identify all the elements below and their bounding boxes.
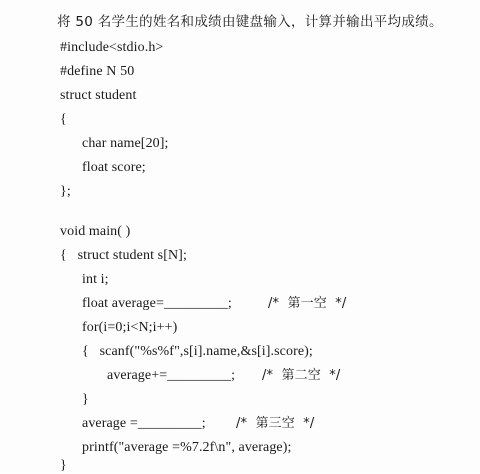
code-line-score-field: float score;	[82, 160, 146, 175]
code-line-loop-close: }	[82, 392, 89, 407]
code-line-for-loop: for(i=0;i<N;i++)	[82, 320, 178, 335]
code-line-average-calc: average =_________;	[82, 416, 206, 431]
code-line-struct-open: {	[60, 112, 67, 127]
code-line-printf: printf("average =%7.2f\n", average);	[82, 440, 292, 455]
code-line-define: #define N 50	[60, 64, 135, 79]
code-line-average-accum: average+=_________;	[107, 368, 236, 383]
blank-2-comment: /* 第二空 */	[262, 368, 341, 383]
blank-1-comment: /* 第一空 */	[268, 296, 347, 311]
code-line-struct-decl: struct student	[60, 88, 137, 103]
code-line-main: void main( )	[60, 224, 131, 239]
code-line-main-close: }	[60, 458, 67, 473]
code-line-array-decl: { struct student s[N];	[60, 248, 187, 263]
code-line-include: #include<stdio.h>	[60, 40, 164, 55]
code-line-int-decl: int i;	[82, 272, 109, 287]
code-line-struct-close: };	[60, 184, 71, 199]
code-line-scanf: { scanf("%s%f",s[i].name,&s[i].score);	[82, 344, 313, 359]
blank-3-comment: /* 第三空 */	[236, 416, 315, 431]
code-line-name-field: char name[20];	[82, 136, 169, 151]
code-line-average-init: float average=_________;	[82, 296, 232, 311]
problem-statement: 将 50 名学生的姓名和成绩由键盘输入，计算并输出平均成绩。	[57, 14, 443, 30]
